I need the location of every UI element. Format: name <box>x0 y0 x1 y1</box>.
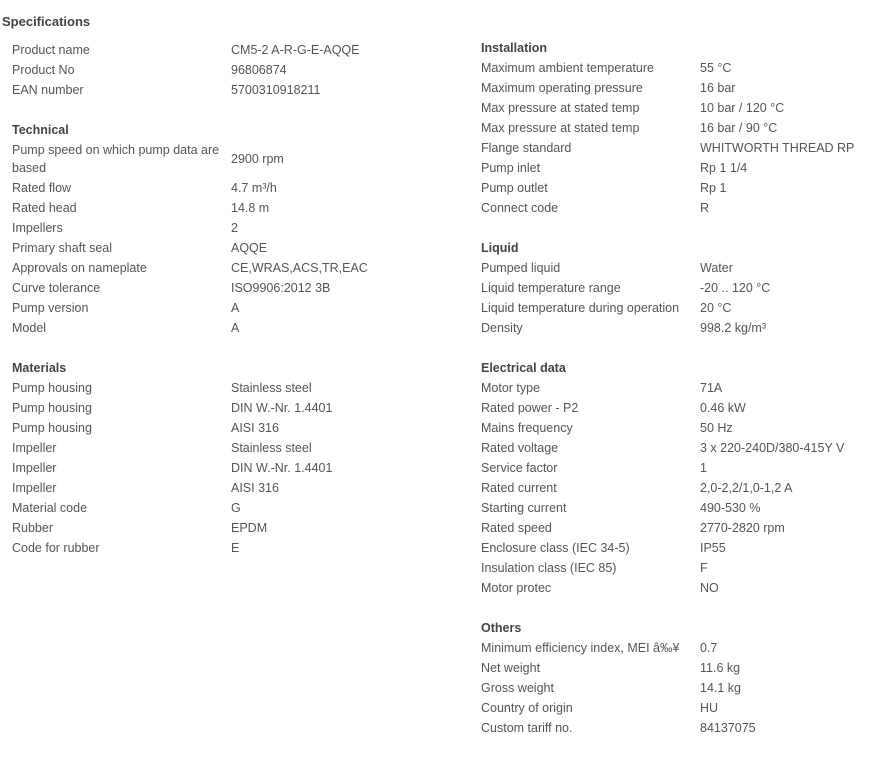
spec-row <box>12 498 472 518</box>
spec-row <box>12 178 472 198</box>
spec-label: Impeller <box>12 441 57 455</box>
spec-label: Pump housing <box>12 421 92 435</box>
spec-value: AISI 316 <box>231 481 279 495</box>
spec-value: 5700310918211 <box>231 83 321 97</box>
spec-row <box>481 578 881 598</box>
section-title: Electrical data <box>481 361 566 375</box>
spec-value: 10 bar / 120 °C <box>700 101 785 115</box>
spec-row <box>12 238 472 258</box>
spec-label: Starting current <box>481 501 567 515</box>
spec-value: 71A <box>700 381 723 395</box>
spec-label: Connect code <box>481 201 559 215</box>
spec-row <box>481 658 881 678</box>
spec-row <box>481 278 881 298</box>
spec-label: Liquid temperature during operation <box>481 301 680 315</box>
spec-row <box>481 258 881 278</box>
spec-row <box>481 558 881 578</box>
spec-row <box>12 318 472 338</box>
spec-value: Stainless steel <box>231 441 312 455</box>
spec-row <box>481 398 881 418</box>
spec-value: 1 <box>700 461 707 475</box>
spec-value: NO <box>700 581 719 595</box>
spec-value: 16 bar / 90 °C <box>700 121 778 135</box>
spec-value: 3 x 220-240D/380-415Y V <box>700 441 845 455</box>
spec-label: Product name <box>12 43 90 57</box>
spec-label: Custom tariff no. <box>481 721 573 735</box>
spec-label: Pump outlet <box>481 181 548 195</box>
spec-section-liquid <box>481 238 881 338</box>
spec-label: Rubber <box>12 521 53 535</box>
spec-row <box>12 418 472 438</box>
spec-label: Minimum efficiency index, MEI â‰¥ <box>481 641 680 655</box>
spec-value: 84137075 <box>700 721 756 735</box>
right-column <box>481 38 881 758</box>
spec-label: Service factor <box>481 461 558 475</box>
spec-value: A <box>231 321 240 335</box>
spec-row <box>481 138 881 158</box>
spec-value: A <box>231 301 240 315</box>
spec-row <box>481 698 881 718</box>
spec-label: Insulation class (IEC 85) <box>481 561 617 575</box>
spec-value: ISO9906:2012 3B <box>231 281 331 295</box>
spec-label: Country of origin <box>481 701 573 715</box>
spec-row <box>481 118 881 138</box>
spec-value: Stainless steel <box>231 381 312 395</box>
spec-label: Curve tolerance <box>12 281 101 295</box>
spec-row <box>12 298 472 318</box>
spec-label: Rated voltage <box>481 441 559 455</box>
spec-value: AISI 316 <box>231 421 279 435</box>
section-title: Technical <box>12 123 69 137</box>
spec-label: Impellers <box>12 221 63 235</box>
spec-value: 0.46 kW <box>700 401 746 415</box>
spec-value: 2770-2820 rpm <box>700 521 785 535</box>
spec-value: F <box>700 561 708 575</box>
spec-value: 14.8 m <box>231 201 270 215</box>
spec-value: 490-530 % <box>700 501 761 515</box>
spec-row <box>481 518 881 538</box>
spec-section-technical <box>12 120 472 338</box>
spec-value: CE,WRAS,ACS,TR,EAC <box>231 261 368 275</box>
spec-label: Max pressure at stated temp <box>481 101 640 115</box>
spec-label: Liquid temperature range <box>481 281 621 295</box>
spec-row <box>12 518 472 538</box>
spec-value: DIN W.-Nr. 1.4401 <box>231 401 333 415</box>
spec-label: Code for rubber <box>12 541 100 555</box>
spec-label: Rated power - P2 <box>481 401 579 415</box>
spec-section-others <box>481 618 881 738</box>
spec-row <box>481 458 881 478</box>
spec-row <box>481 198 881 218</box>
spec-value: IP55 <box>700 541 726 555</box>
spec-row <box>481 178 881 198</box>
spec-row <box>12 80 472 100</box>
spec-value: DIN W.-Nr. 1.4401 <box>231 461 333 475</box>
spec-row <box>481 498 881 518</box>
spec-label: Rated current <box>481 481 557 495</box>
spec-label: Maximum ambient temperature <box>481 61 654 75</box>
spec-row <box>481 298 881 318</box>
spec-value: AQQE <box>231 241 268 255</box>
spec-label: Gross weight <box>481 681 554 695</box>
spec-value: 16 bar <box>700 81 736 95</box>
spec-label: Model <box>12 321 47 335</box>
spec-row <box>481 638 881 658</box>
spec-label: Density <box>481 321 523 335</box>
spec-section-materials <box>12 358 472 558</box>
spec-section-installation <box>481 38 881 218</box>
spec-label: Primary shaft seal <box>12 241 113 255</box>
spec-label: Product No <box>12 63 75 77</box>
spec-value: 96806874 <box>231 63 287 77</box>
page-title: Specifications <box>2 14 91 29</box>
spec-row <box>481 678 881 698</box>
spec-label: Rated flow <box>12 181 72 195</box>
spec-row <box>481 418 881 438</box>
spec-label: Mains frequency <box>481 421 573 435</box>
spec-label: EAN number <box>12 83 84 97</box>
spec-value: Rp 1 <box>700 181 727 195</box>
spec-label: Enclosure class (IEC 34-5) <box>481 541 630 555</box>
left-column <box>12 40 472 578</box>
spec-label: Pump housing <box>12 401 92 415</box>
spec-row <box>481 98 881 118</box>
spec-value: 50 Hz <box>700 421 733 435</box>
spec-value: WHITWORTH THREAD RP <box>700 141 855 155</box>
spec-row <box>12 438 472 458</box>
spec-label: Net weight <box>481 661 541 675</box>
spec-label: Rated speed <box>481 521 552 535</box>
spec-row <box>12 458 472 478</box>
spec-row <box>12 218 472 238</box>
spec-value: 20 °C <box>700 301 732 315</box>
spec-row <box>481 58 881 78</box>
section-title: Others <box>481 621 522 635</box>
spec-row <box>481 318 881 338</box>
spec-value: G <box>231 501 241 515</box>
spec-row <box>12 198 472 218</box>
spec-value: R <box>700 201 710 215</box>
spec-value: 2,0-2,2/1,0-1,2 A <box>700 481 793 495</box>
spec-row <box>12 478 472 498</box>
section-title: Materials <box>12 361 67 375</box>
spec-value: 2 <box>231 221 238 235</box>
spec-label: Impeller <box>12 481 57 495</box>
spec-value: 55 °C <box>700 61 732 75</box>
spec-section-general <box>12 40 472 100</box>
spec-label: Pumped liquid <box>481 261 561 275</box>
spec-label: Motor protec <box>481 581 552 595</box>
spec-value: 14.1 kg <box>700 681 742 695</box>
spec-label: Impeller <box>12 461 57 475</box>
section-title: Liquid <box>481 241 519 255</box>
section-title: Installation <box>481 41 547 55</box>
spec-label: Motor type <box>481 381 541 395</box>
spec-row <box>12 40 472 60</box>
spec-row <box>12 140 472 178</box>
spec-row <box>481 158 881 178</box>
spec-row <box>481 538 881 558</box>
spec-row <box>12 60 472 80</box>
spec-value: HU <box>700 701 719 715</box>
spec-row <box>12 378 472 398</box>
spec-label: Max pressure at stated temp <box>481 121 640 135</box>
spec-value: 0.7 <box>700 641 718 655</box>
spec-section-electrical-data <box>481 358 881 598</box>
spec-label: Pump version <box>12 301 89 315</box>
spec-value: E <box>231 541 240 555</box>
spec-label: Approvals on nameplate <box>12 261 147 275</box>
spec-row <box>12 258 472 278</box>
spec-row <box>12 398 472 418</box>
spec-value: EPDM <box>231 521 268 535</box>
spec-row <box>12 278 472 298</box>
spec-row <box>481 378 881 398</box>
spec-value: -20 .. 120 °C <box>700 281 771 295</box>
spec-label: Pump inlet <box>481 161 541 175</box>
spec-label: Material code <box>12 501 88 515</box>
spec-value: CM5-2 A-R-G-E-AQQE <box>231 43 360 57</box>
spec-label: Flange standard <box>481 141 572 155</box>
spec-label: Maximum operating pressure <box>481 81 643 95</box>
spec-value: 11.6 kg <box>700 661 741 675</box>
spec-value: Rp 1 1/4 <box>700 161 748 175</box>
spec-value: 998.2 kg/m³ <box>700 321 767 335</box>
spec-row <box>481 438 881 458</box>
spec-label: Pump speed on which pump data are based <box>12 143 220 175</box>
spec-row <box>481 478 881 498</box>
spec-value: Water <box>700 261 733 275</box>
spec-value: 4.7 m³/h <box>231 181 277 195</box>
spec-row <box>12 538 472 558</box>
spec-row <box>481 718 881 738</box>
spec-label: Rated head <box>12 201 77 215</box>
spec-row <box>481 78 881 98</box>
spec-value: 2900 rpm <box>231 152 284 166</box>
spec-label: Pump housing <box>12 381 92 395</box>
